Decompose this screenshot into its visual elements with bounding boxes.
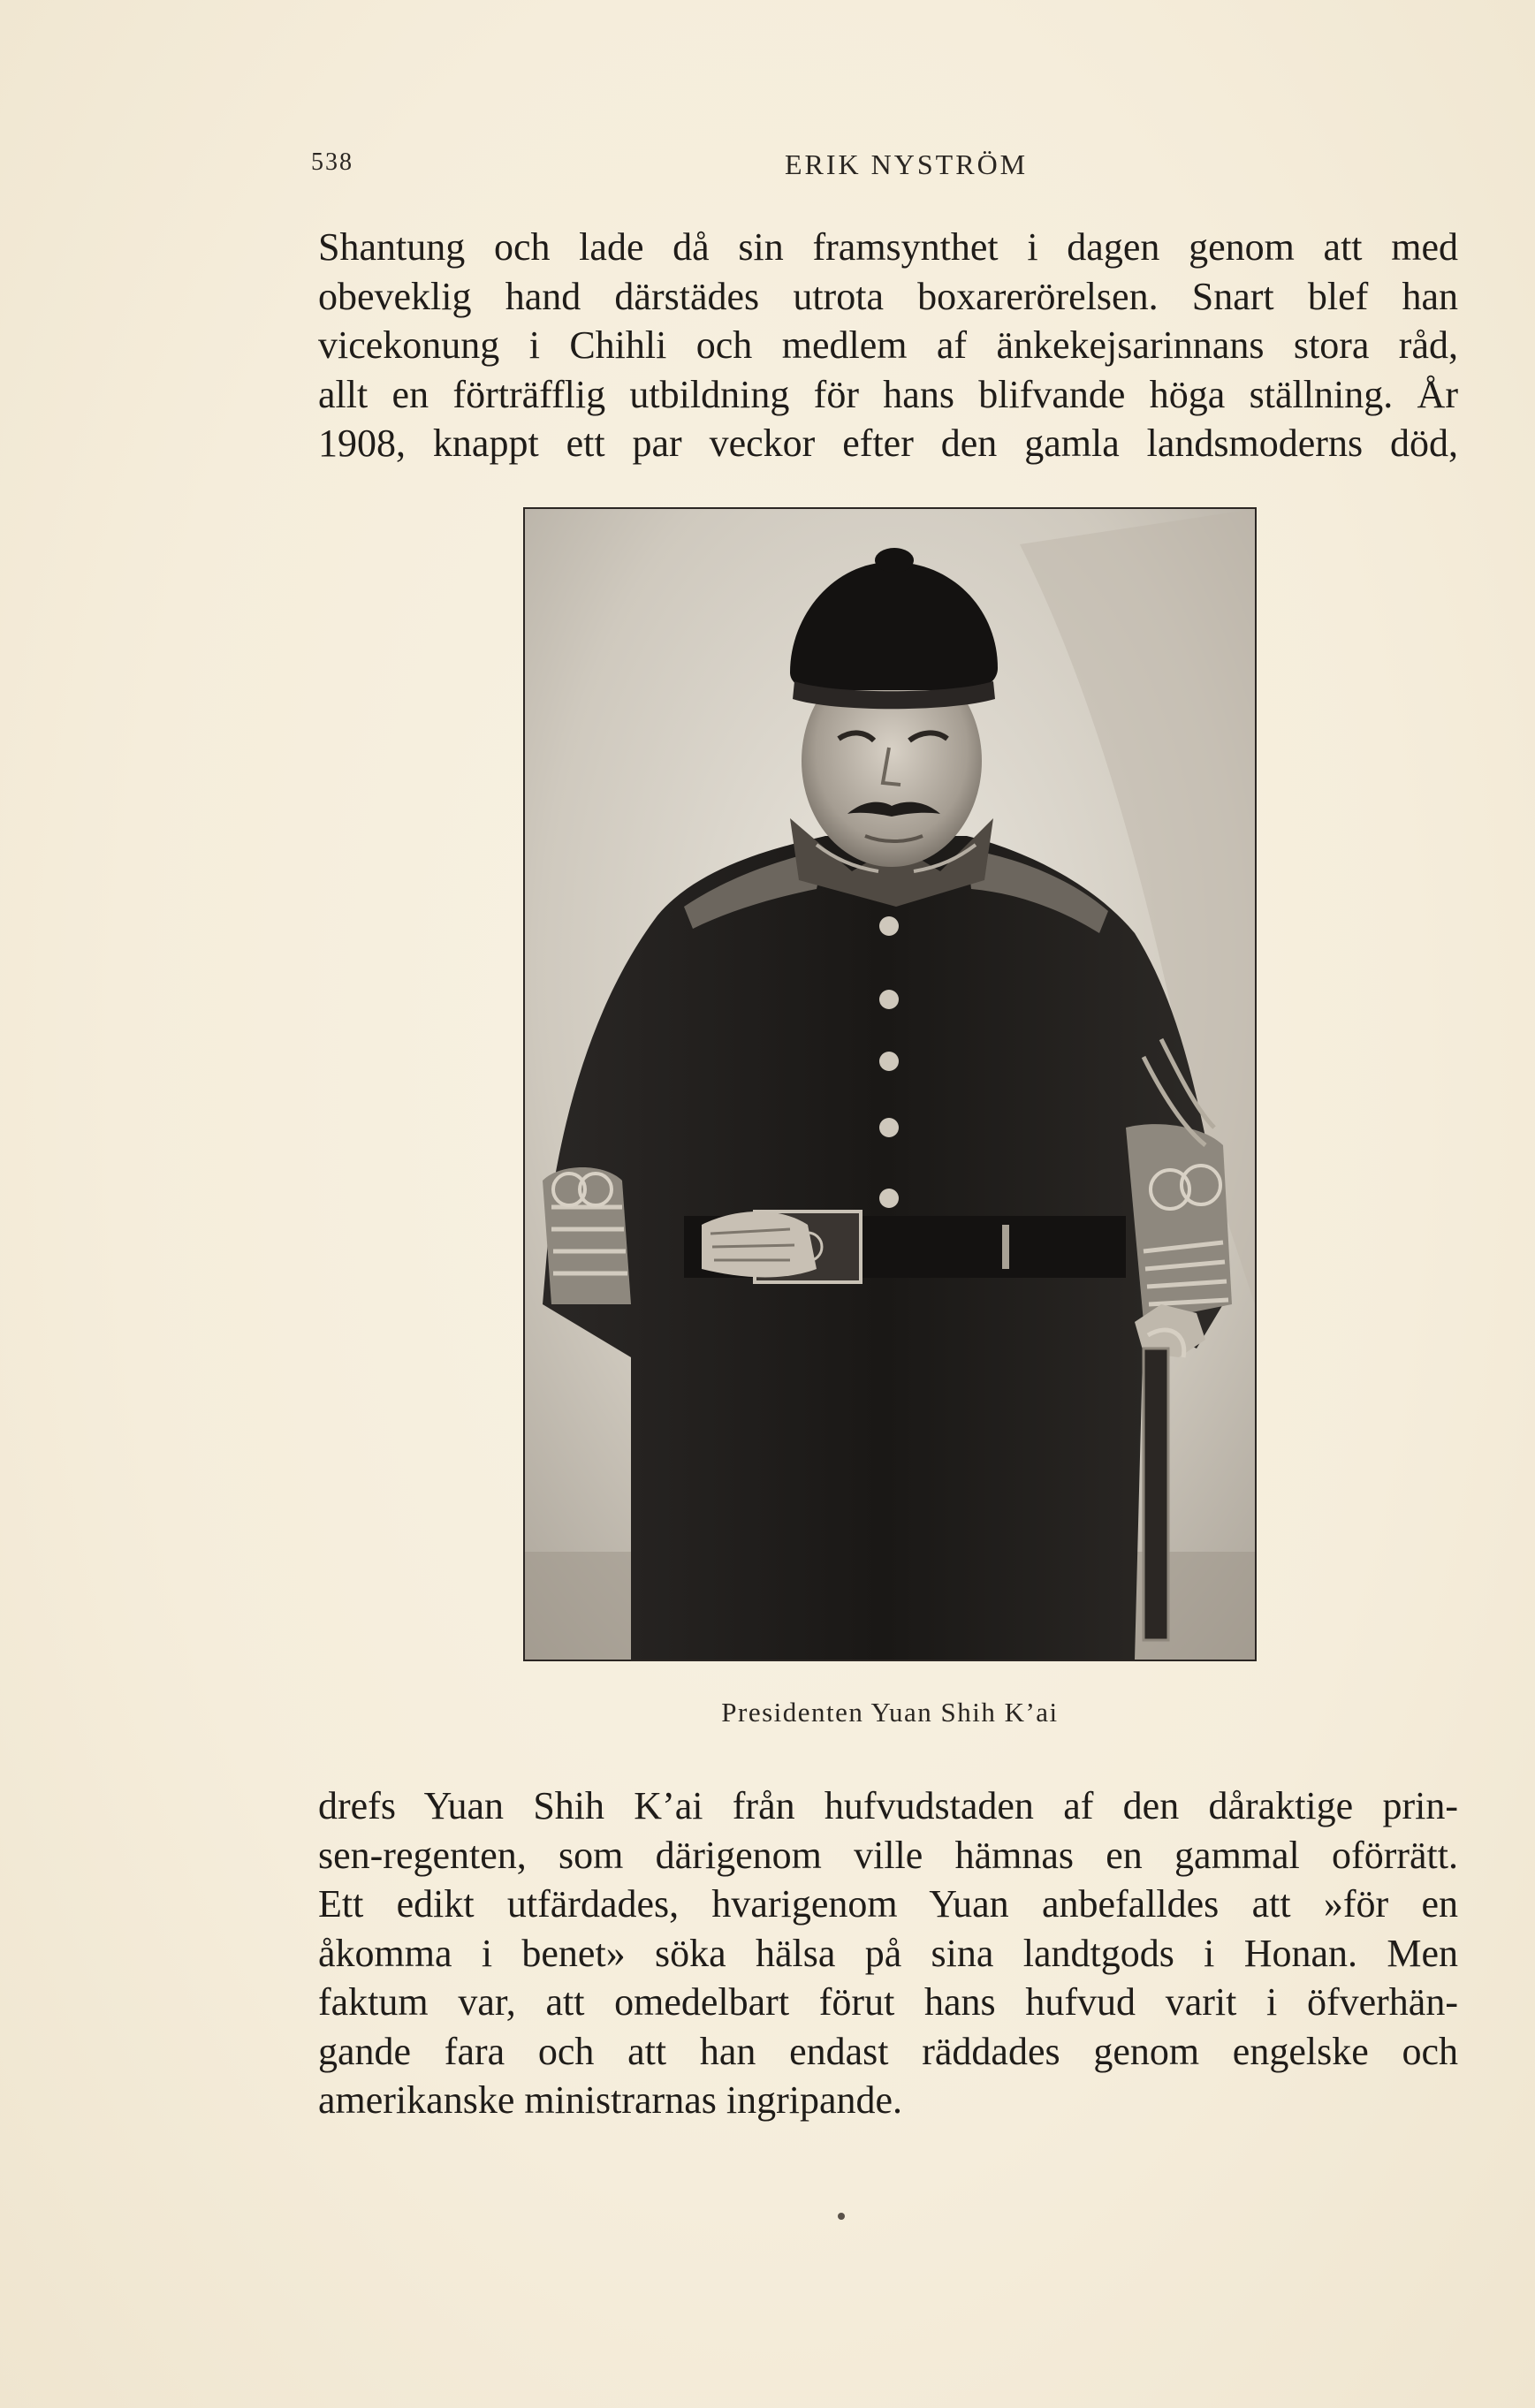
text-line: Shantung och lade då sin framsynthet i dagen genom att med bbox=[318, 225, 1458, 269]
text-line: allt en förträfflig utbildning för hans blifvande höga ställning. År bbox=[318, 372, 1458, 416]
page-number: 538 bbox=[311, 148, 353, 176]
text-line: amerikanske ministrarnas ingripande. bbox=[318, 2078, 903, 2122]
figure-caption: Presidenten Yuan Shih K’ai bbox=[721, 1697, 1059, 1728]
paragraph-top bbox=[318, 223, 1458, 468]
text-line: vicekonung i Chihli och medlem af änkekejsarinnans stora råd, bbox=[318, 323, 1458, 367]
text-line: sen-regenten, som därigenom ville hämnas en gammal oförrätt. bbox=[318, 1833, 1458, 1877]
text-line: åkomma i benet» söka hälsa på sina landtgods i Honan. Men bbox=[318, 1931, 1458, 1975]
text-line: obeveklig hand därstädes utrota boxarerörelsen. Snart blef han bbox=[318, 274, 1458, 318]
ink-speck bbox=[838, 2213, 845, 2220]
text-line: gande fara och att han endast räddades genom engelske och bbox=[318, 2029, 1458, 2073]
paragraph-bottom bbox=[318, 1781, 1458, 2125]
running-title: ERIK NYSTRÖM bbox=[785, 148, 1029, 180]
text-line: faktum var, att omedelbart förut hans hufvud varit i öfverhän- bbox=[318, 1980, 1458, 2024]
portrait-photograph bbox=[523, 507, 1257, 1661]
text-line: drefs Yuan Shih K’ai från hufvudstaden af den dåraktige prin- bbox=[318, 1784, 1458, 1827]
text-line: Ett edikt utfärdades, hvarigenom Yuan anbefalldes att »för en bbox=[318, 1882, 1458, 1926]
text-line: 1908, knappt ett par veckor efter den gamla landsmoderns död, bbox=[318, 422, 1458, 465]
running-head bbox=[311, 148, 1460, 193]
portrait-image bbox=[525, 509, 1255, 1660]
